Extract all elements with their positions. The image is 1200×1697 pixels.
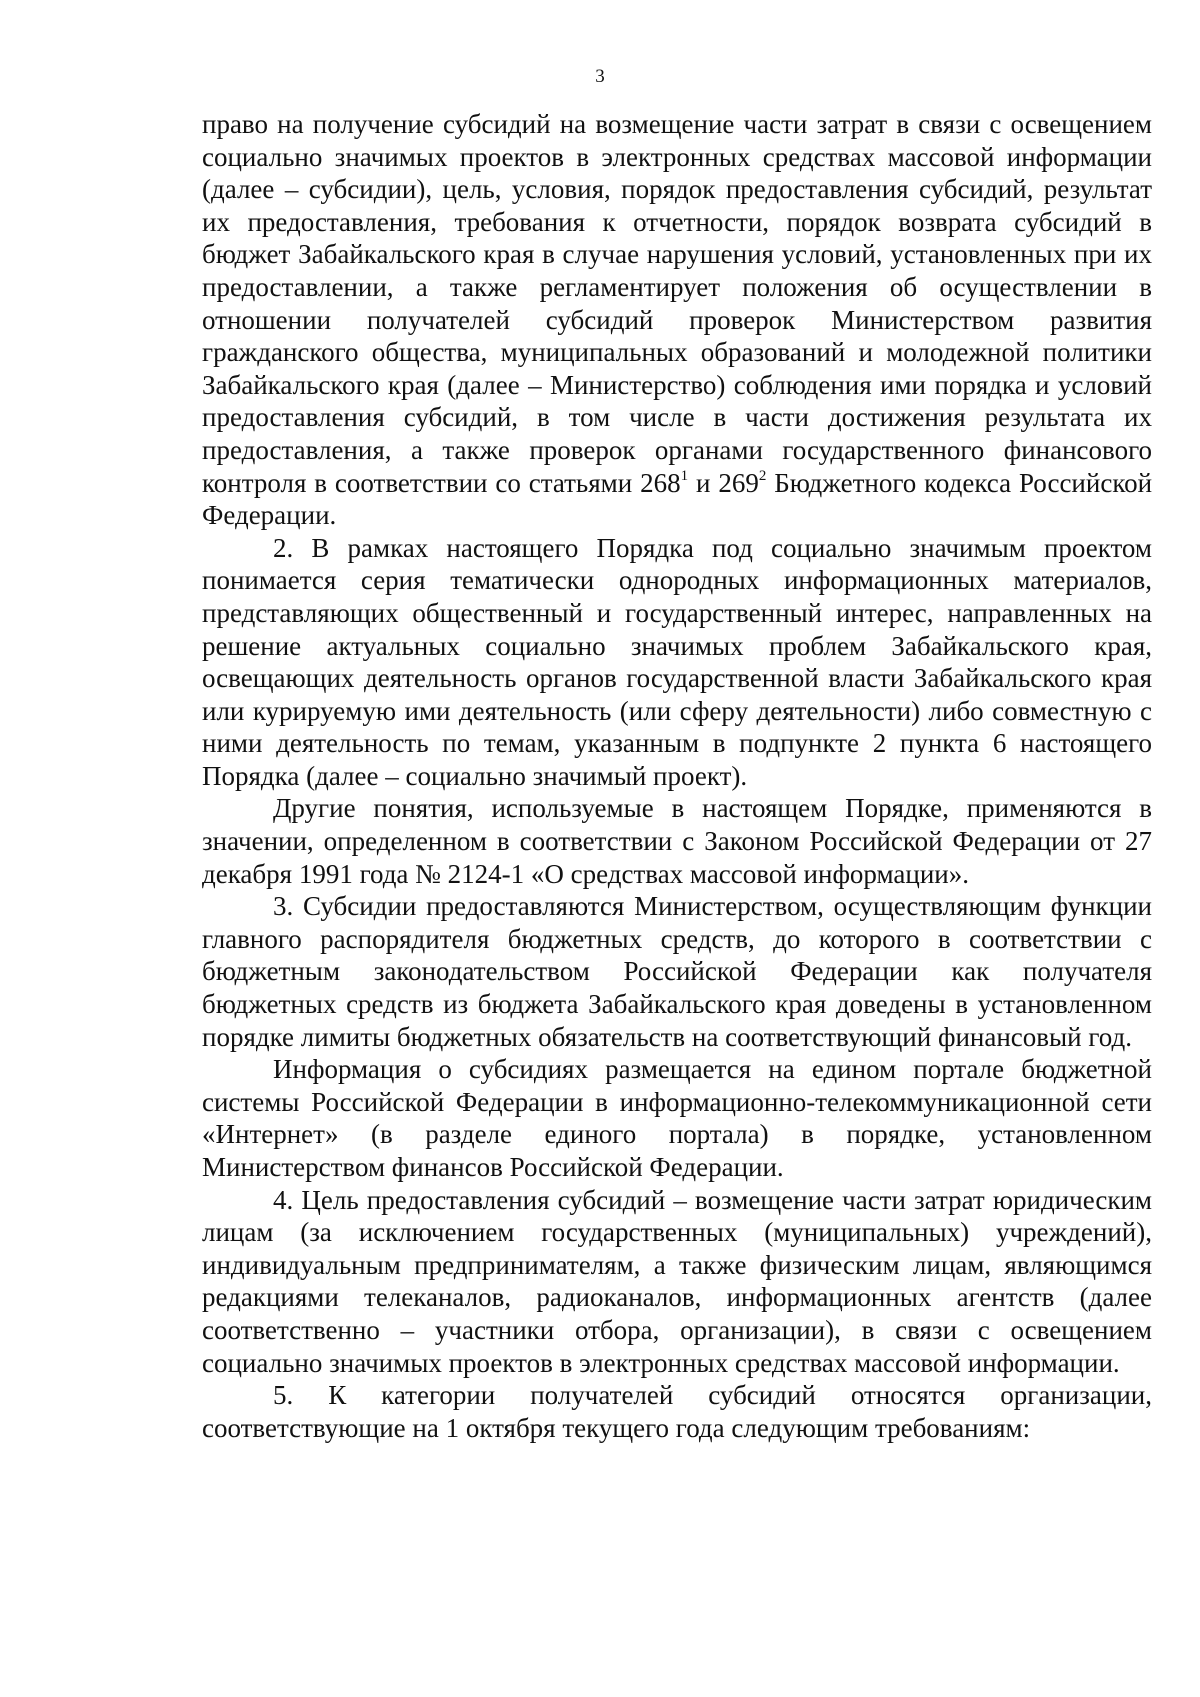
- paragraph-item-4: 4. Цель предоставления субсидий – возмещение части затрат юридическим лицам (за исключением государственных (муниципальных) учреждений), индивидуальным предпринимателям, а также физическим лицам, являющимся редакциями телеканалов, радиоканалов, информационных агентств (далее соответственно – участники отбора, организации), в связи с освещением социально значимых проектов в электронных средствах массовой информации.: [202, 1184, 1152, 1378]
- paragraph-1-text: право на получение субсидий на возмещение части затрат в связи с освещением социально значимых проектов в электронных средствах массовой информации (далее – субсидии), цель, условия, порядок предоставления субсидий, результат их предоставления, требования к отчетности, порядок возврата субсидий в бюджет Забайкальского края в случае нарушения условий, установленных при их предоставлении, а также регламентирует положения об осуществлении в отношении получателей субсидий проверок Министерством развития гражданского общества, муниципальных образований и молодежной политики Забайкальского края (далее – Министерство) соблюдения ими порядка и условий предоставления субсидий, в том числе в части достижения результата их предоставления, а также проверок органами государственного финансового контроля в соответствии со статьями 268: [202, 109, 1152, 498]
- paragraph-item-5: 5. К категории получателей субсидий относятся организации, соответствующие на 1 октября текущего года следующим требованиям:: [202, 1380, 1152, 1443]
- superscript-article-269: 2: [758, 467, 767, 484]
- paragraph-item-2: 2. В рамках настоящего Порядка под социально значимым проектом понимается серия тематически однородных информационных материалов, представляющих общественный и государственный интерес, направленных на решение актуальных социально значимых проблем Забайкальского края, освещающих деятельность органов государственной власти Забайкальского края или курируемую ими деятельность (или сферу деятельности) либо совместную с ними деятельность по темам, указанным в подпункте 2 пункта 6 настоящего Порядка (далее – социально значимый проект).: [202, 532, 1152, 791]
- page-number: 3: [595, 66, 605, 87]
- paragraph-1: [202, 108, 1152, 532]
- paragraph-1-text-2: и 269: [688, 467, 759, 498]
- superscript-article-268: 1: [680, 467, 689, 484]
- document-body: [202, 108, 1152, 1444]
- paragraph-definitions: Другие понятия, используемые в настоящем Порядке, применяются в значении, определенном в соответствии с Законом Российской Федерации от 27 декабря 1991 года № 2124-1 «О средствах массовой информации».: [202, 793, 1152, 889]
- paragraph-item-3: 3. Субсидии предоставляются Министерством, осуществляющим функции главного распорядителя бюджетных средств, до которого в соответствии с бюджетным законодательством Российской Федерации как получателя бюджетных средств из бюджета Забайкальского края доведены в установленном порядке лимиты бюджетных обязательств на соответствующий финансовый год.: [202, 891, 1152, 1052]
- paragraph-1-text-3: Бюджетного кодекса Российской Федерации.: [202, 467, 1153, 531]
- paragraph-portal-info: Информация о субсидиях размещается на едином портале бюджетной системы Российской Федерации в информационно-телекоммуникационной сети «Интернет» (в разделе единого портала) в порядке, установленном Министерством финансов Российской Федерации.: [202, 1054, 1152, 1182]
